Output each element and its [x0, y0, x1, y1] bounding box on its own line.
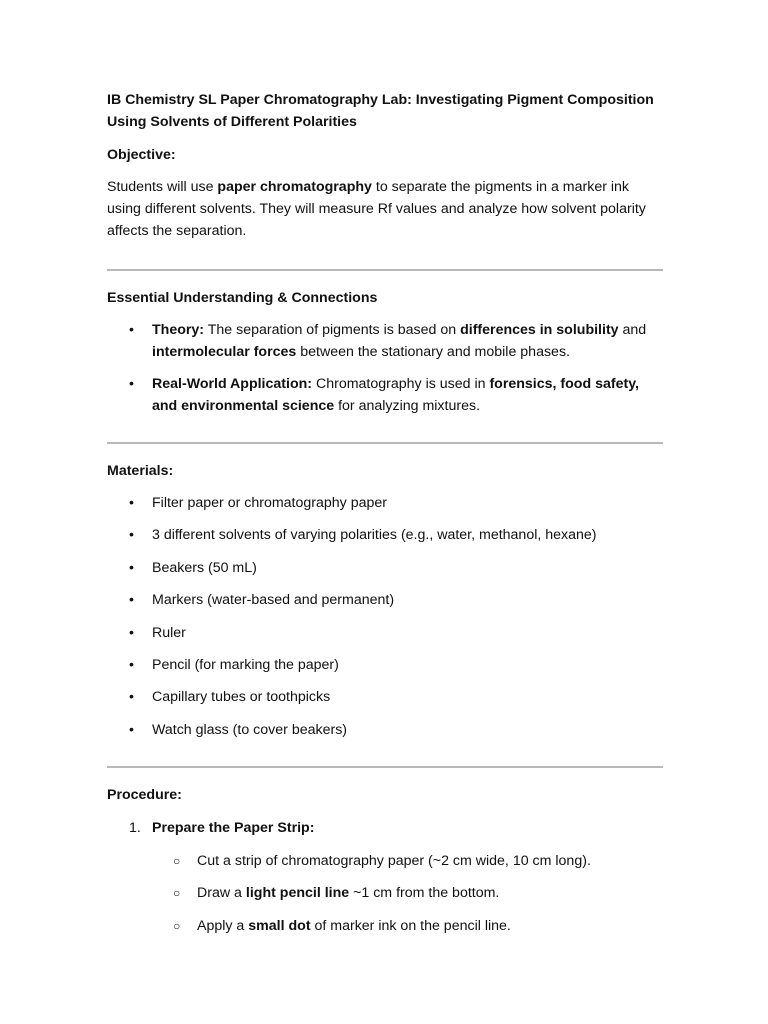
theory-text-1: The separation of pigments is based on	[204, 322, 461, 338]
material-item-label: Markers (water-based and permanent)	[152, 592, 395, 609]
circle-bullet-icon: ○	[173, 886, 181, 901]
theory-bold-2: intermolecular forces	[152, 344, 297, 360]
sub-list-item	[152, 915, 663, 937]
substep-text-1: Apply a	[197, 917, 249, 934]
step-substeps	[152, 850, 663, 937]
theory-text-2: and	[618, 322, 647, 338]
material-item-label: Ruler	[152, 624, 186, 641]
list-item-theory	[107, 319, 663, 363]
substep-text-2: ~1 cm from the bottom.	[349, 885, 500, 902]
substep-text-1: Draw a	[197, 885, 246, 902]
theory-label: Theory:	[152, 322, 205, 338]
material-item-label: Pencil (for marking the paper)	[152, 656, 339, 673]
objective-paragraph	[107, 176, 663, 242]
section-divider	[107, 766, 663, 768]
objective-bold-1: paper chromatography	[217, 179, 372, 195]
section-divider	[107, 442, 663, 444]
material-item-label: Filter paper or chromatography paper	[152, 495, 388, 511]
list-item	[107, 719, 663, 741]
bullet-icon: •	[129, 495, 134, 511]
bullet-icon: •	[129, 376, 134, 392]
step-label: Prepare the Paper Strip:	[152, 819, 315, 836]
list-item	[107, 557, 663, 579]
procedure-steps	[107, 817, 663, 937]
list-item	[107, 524, 663, 546]
application-label: Real-World Application:	[152, 376, 313, 392]
application-text-2: for analyzing mixtures.	[334, 398, 481, 414]
list-item	[107, 686, 663, 708]
list-item	[107, 589, 663, 611]
bullet-icon: •	[129, 527, 134, 544]
materials-list	[107, 492, 663, 741]
section-divider	[107, 269, 663, 271]
substep-text-2: of marker ink on the pencil line.	[310, 917, 511, 934]
substep-text: Cut a strip of chromatography paper (~2 cm wide, 10 cm long).	[197, 852, 591, 869]
material-item-label: Watch glass (to cover beakers)	[152, 721, 348, 738]
theory-text-3: between the stationary and mobile phases.	[296, 344, 570, 360]
list-item-application	[107, 373, 663, 417]
procedure-heading: Procedure:	[107, 786, 182, 803]
substep-bold: light pencil line	[245, 885, 350, 902]
substep-bold: small dot	[248, 917, 311, 934]
material-item-label: 3 different solvents of varying polarities (e.g., water, methanol, hexane)	[152, 527, 597, 544]
bullet-icon: •	[129, 656, 134, 673]
bullet-icon: •	[129, 689, 134, 706]
bullet-icon: •	[129, 322, 134, 338]
objective-heading: Objective:	[107, 147, 176, 163]
procedure-step	[107, 817, 663, 937]
understanding-heading: Essential Understanding & Connections	[107, 290, 378, 306]
materials-heading: Materials:	[107, 463, 174, 479]
list-item	[107, 622, 663, 644]
circle-bullet-icon: ○	[173, 918, 181, 933]
document-page	[107, 89, 663, 947]
material-item-label: Beakers (50 mL)	[152, 559, 257, 576]
circle-bullet-icon: ○	[173, 853, 181, 868]
sub-list-item	[152, 850, 663, 872]
application-bold-1: forensics, food safety, and environmental science	[152, 376, 639, 414]
bullet-icon: •	[129, 559, 134, 576]
sub-list-item	[152, 882, 663, 904]
bullet-icon: •	[129, 721, 134, 738]
bullet-icon: •	[129, 592, 134, 609]
objective-text-2: to separate the pigments in a marker ink using different solvents. They will measure Rf values and analyze how solvent polarity affects the separation.	[107, 179, 646, 239]
list-item	[107, 654, 663, 676]
objective-text-1: Students will use	[107, 179, 218, 195]
list-item	[107, 492, 663, 514]
step-number: 1.	[129, 819, 141, 836]
theory-bold-1: differences in solubility	[460, 322, 619, 338]
bullet-icon: •	[129, 624, 134, 641]
understanding-list	[107, 319, 663, 417]
application-text-1: Chromatography is used in	[312, 376, 490, 392]
document-title: IB Chemistry SL Paper Chromatography Lab: Investigating Pigment Composition Using Solvents of Different Polarities	[107, 92, 654, 130]
material-item-label: Capillary tubes or toothpicks	[152, 689, 331, 706]
